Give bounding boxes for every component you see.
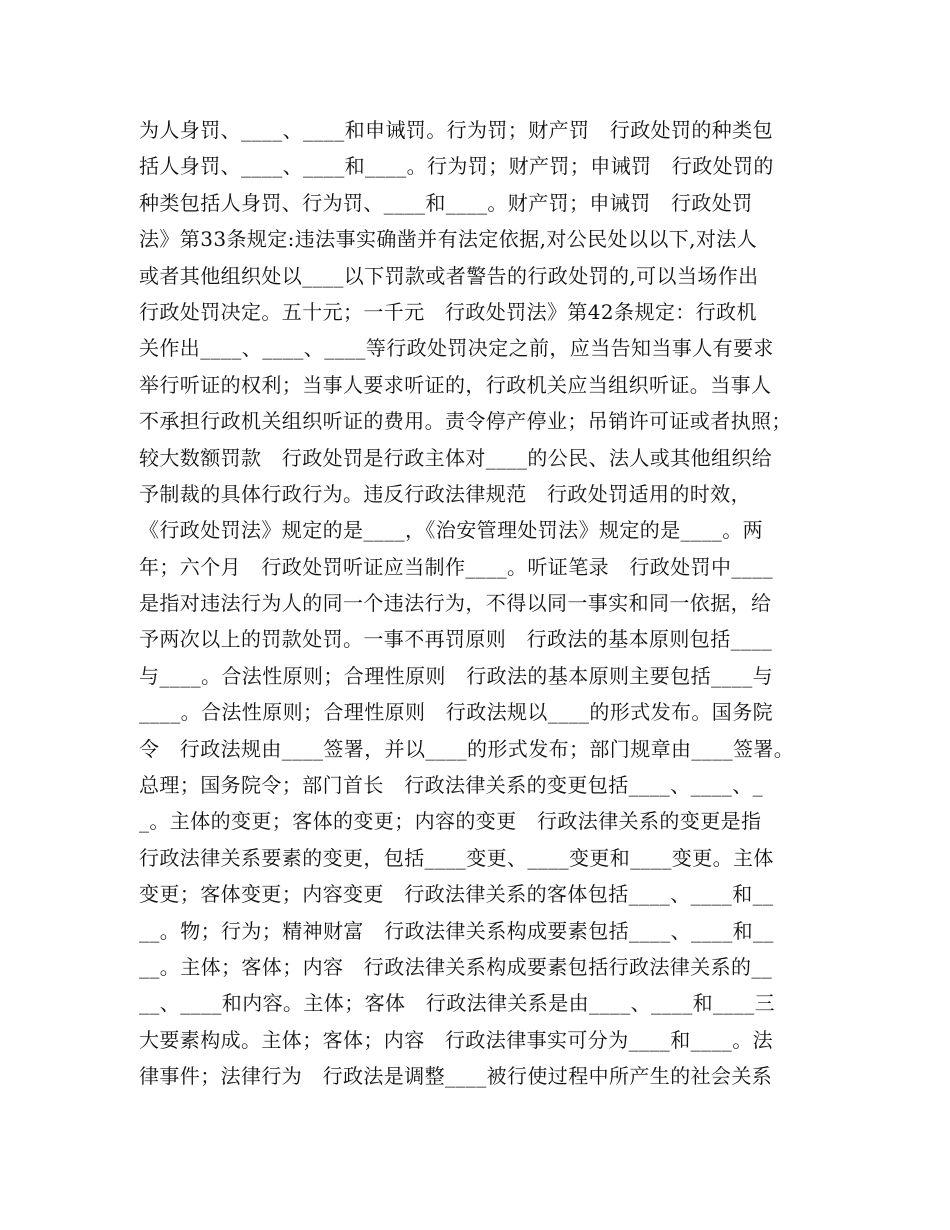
text-line-15: 予两次以上的罚款处罚。一事不再罚原则 行政法的基本原则包括____: [139, 627, 773, 652]
text-line-12: 《行政处罚法》规定的是____，《治安管理处罚法》规定的是____。两: [139, 518, 763, 543]
text-line-23: __。物；行为；精神财富 行政法律关系构成要素包括____、____和__: [139, 918, 774, 943]
text-line-18: 令 行政法规由____签署，并以____的形式发布；部门规章由____签署。: [139, 736, 795, 761]
text-line-25: __、____和内容。主体；客体 行政法律关系是由____、____和____三: [139, 991, 775, 1016]
text-line-20: _。主体的变更；客体的变更；内容的变更 行政法律关系的变更是指: [139, 809, 762, 834]
text-line-4: 法》第33条规定:违法事实确凿并有法定依据,对公民处以以下,对法人: [139, 227, 758, 252]
text-line-6: 行政处罚决定。五十元；一千元 行政处罚法》第42条规定：行政机: [139, 299, 757, 324]
text-line-9: 不承担行政机关组织听证的费用。责令停产停业；吊销许可证或者执照；: [139, 409, 792, 434]
text-line-26: 大要素构成。主体；客体；内容 行政法律事实可分为____和____。法: [139, 1027, 773, 1052]
text-line-19: 总理；国务院令；部门首长 行政法律关系的变更包括____、____、_: [139, 773, 763, 798]
text-line-1: 为人身罚、____、____和申诫罚。行为罚；财产罚 行政处罚的种类包: [139, 118, 773, 142]
text-line-3: 种类包括人身罚、行为罚、____和____。财产罚；申诫罚 行政处罚: [139, 190, 753, 215]
text-line-13: 年；六个月 行政处罚听证应当制作____。听证笔录 行政处罚中____: [139, 554, 773, 579]
text-line-27: 律事件；法律行为 行政法是调整____被行使过程中所产生的社会关系: [139, 1064, 773, 1089]
text-line-5: 或者其他组织处以____以下罚款或者警告的行政处罚的,可以当场作出: [139, 263, 759, 288]
text-line-21: 行政法律关系要素的变更，包括____变更、____变更和____变更。主体: [139, 845, 774, 870]
text-line-2: 括人身罚、____、____和____。行为罚；财产罚；申诫罚 行政处罚的: [139, 154, 774, 179]
text-line-17: ____。合法性原则；合理性原则 行政法规以____的形式发布。国务院: [139, 700, 773, 725]
document-body: [139, 112, 829, 1095]
text-line-14: 是指对违法行为人的同一个违法行为，不得以同一事实和同一依据，给: [139, 591, 772, 616]
text-line-16: 与____。合法性原则；合理性原则 行政法的基本原则主要包括____与: [139, 663, 773, 688]
text-line-22: 变更；客体变更；内容变更 行政法律关系的客体包括____、____和__: [139, 882, 774, 907]
text-line-10: 较大数额罚款 行政处罚是行政主体对____的公民、法人或其他组织给: [139, 445, 773, 470]
text-line-8: 举行听证的权利；当事人要求听证的，行政机关应当组织听证。当事人: [139, 372, 772, 397]
text-line-24: __。主体；客体；内容 行政法律关系构成要素包括行政法律关系的__: [139, 954, 773, 979]
text-line-7: 关作出____、____、____等行政处罚决定之前，应当告知当事人有要求: [139, 336, 774, 361]
text-line-11: 予制裁的具体行政行为。违反行政法律规范 行政处罚适用的时效，: [139, 481, 751, 506]
